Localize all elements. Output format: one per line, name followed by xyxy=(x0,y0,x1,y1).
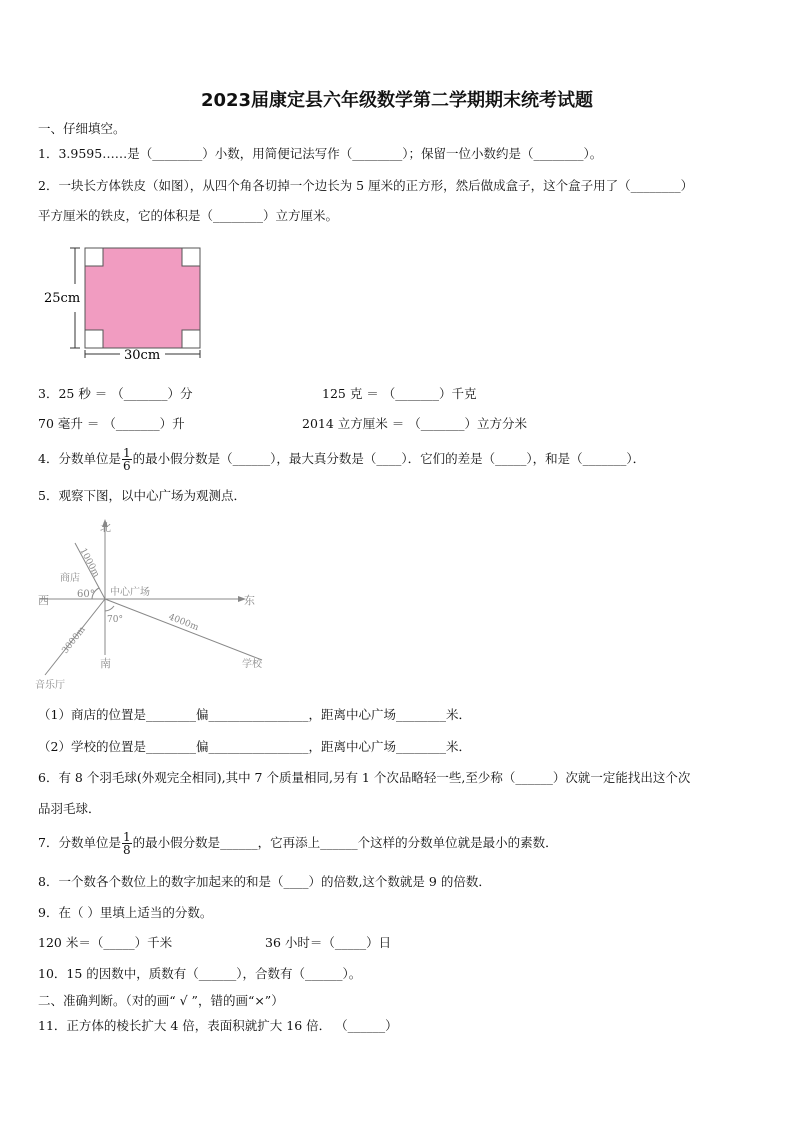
north-label: 北 xyxy=(100,521,111,534)
question-6-line-1: 6．有 8 个羽毛球(外观完全相同),其中 7 个质量相同,另有 1 个次品略轻一些,至少称（______）次就一定能找出这个次 xyxy=(38,770,691,785)
direction-map xyxy=(30,515,280,695)
fraction-one-sixth xyxy=(122,447,132,472)
angle-60: 60° xyxy=(77,589,95,600)
question-9a: 120 米＝（_____）千米 xyxy=(38,935,173,950)
question-10: 10．15 的因数中，质数有（______），合数有（______）。 xyxy=(38,966,362,981)
corner-square-bl xyxy=(85,330,103,348)
question-3a: 3．25 秒 ＝ （_______）分 xyxy=(38,386,193,401)
school-label: 学校 xyxy=(242,659,262,670)
question-7 xyxy=(38,828,558,858)
question-4 xyxy=(38,444,645,474)
question-11: 11．正方体的棱长扩大 4 倍，表面积就扩大 16 倍． （______） xyxy=(38,1018,398,1033)
question-4-suffix: 的最小假分数是（______），最大真分数是（____）．它们的差是（_____），和是（_______）． xyxy=(132,451,646,466)
question-5-1: （1）商店的位置是________偏________________，距离中心广场________米． xyxy=(38,707,471,722)
question-2-line-1: 2．一块长方体铁皮（如图），从四个角各切掉一个边长为 5 厘米的正方形，然后做成盒子，这个盒子用了（________） xyxy=(38,178,694,193)
corner-square-tl xyxy=(85,248,103,266)
height-label: 25cm xyxy=(44,291,81,306)
question-3c: 70 毫升 ＝ （_______）升 xyxy=(38,416,185,431)
south-label: 南 xyxy=(100,657,111,670)
section-heading-true-false: 二、准确判断。（对的画“ √ ”，错的画“×”） xyxy=(38,993,284,1008)
question-7-prefix: 7．分数单位是 xyxy=(38,835,121,850)
fraction-denominator: 6 xyxy=(122,459,131,473)
corner-square-tr xyxy=(182,248,200,266)
question-5-2: （2）学校的位置是________偏________________，距离中心广场________米． xyxy=(38,739,471,754)
question-9b: 36 小时＝（_____）日 xyxy=(265,935,392,950)
music-hall-label: 音乐厅 xyxy=(35,680,65,691)
center-square-label: 中心广场 xyxy=(110,587,150,598)
section-heading-fill-blank: 一、仔细填空。 xyxy=(38,121,126,136)
question-9: 9．在（ ）里填上适当的分数。 xyxy=(38,905,213,920)
fraction-numerator: 1 xyxy=(122,830,131,844)
question-8: 8．一个数各个数位上的数字加起来的和是（____）的倍数,这个数就是 9 的倍数． xyxy=(38,874,491,889)
west-label: 西 xyxy=(38,594,49,607)
question-5: 5．观察下图，以中心广场为观测点． xyxy=(38,488,246,503)
question-1: 1．3.9595……是（________）小数，用简便记法写作（________）；保留一位小数约是（________）。 xyxy=(38,146,603,161)
fraction-denominator: 8 xyxy=(122,843,131,857)
sheet-figure xyxy=(40,240,210,365)
question-3b: 125 克 ＝ （_______）千克 xyxy=(322,386,477,401)
east-label: 东 xyxy=(244,594,255,607)
fraction-numerator: 1 xyxy=(122,446,131,460)
angle-70: 70° xyxy=(107,615,123,625)
distance-music-hall: 3000m xyxy=(60,624,88,656)
distance-shop: 1000m xyxy=(77,546,101,580)
corner-square-br xyxy=(182,330,200,348)
question-4-prefix: 4．分数单位是 xyxy=(38,451,121,466)
question-3d: 2014 立方厘米 ＝ （_______）立方分米 xyxy=(302,416,527,431)
question-6-line-2: 品羽毛球． xyxy=(38,801,101,816)
distance-school: 4000m xyxy=(166,612,200,634)
width-label: 30cm xyxy=(124,348,161,363)
page-title: 2023届康定县六年级数学第二学期期末统考试题 xyxy=(200,90,594,111)
shop-label: 商店 xyxy=(60,573,80,584)
fraction-one-eighth xyxy=(122,831,132,856)
question-2-line-2: 平方厘米的铁皮，它的体积是（________）立方厘米。 xyxy=(38,208,339,223)
question-7-suffix: 的最小假分数是______，它再添上______个这样的分数单位就是最小的素数． xyxy=(132,835,558,850)
